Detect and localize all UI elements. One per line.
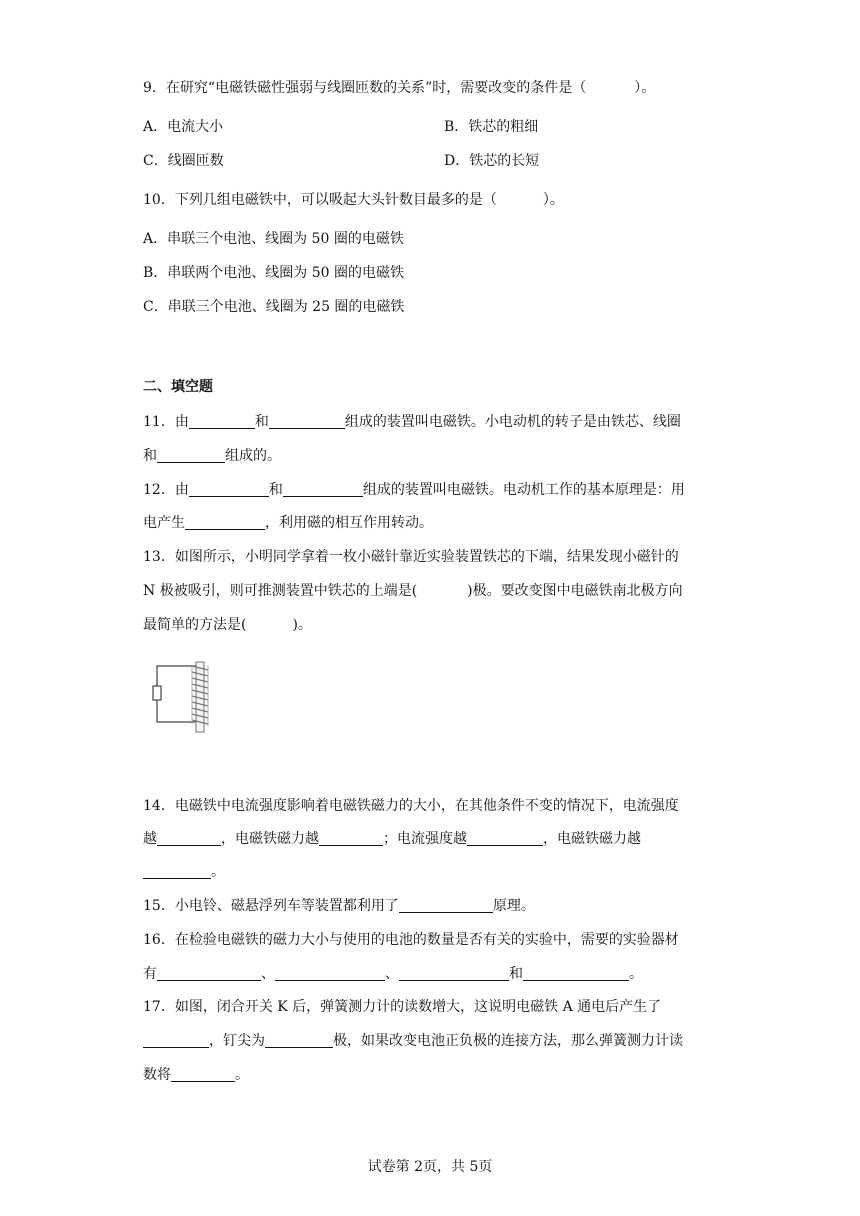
- q13-line1: 13．如图所示，小明同学拿着一枚小磁针靠近实验装置铁芯的下端，结果发现小磁针的: [143, 549, 679, 565]
- q13-line3: 最简单的方法是( )。: [143, 617, 312, 633]
- q16-line1: 16．在检验电磁铁的磁力大小与使用的电池的数量是否有关的实验中，需要的实验器材: [143, 932, 679, 948]
- q12-blank-3[interactable]: [185, 513, 265, 530]
- q12-line1: 12．由 和 组成的装置叫电磁铁。电动机工作的基本原理是：用: [143, 482, 685, 498]
- q10-option-b: B．串联两个电池、线圈为 50 圈的电磁铁: [143, 265, 405, 281]
- q17-line1: 17．如图，闭合开关 K 后，弹簧测力计的读数增大，这说明电磁铁 A 通电后产生了: [143, 999, 662, 1015]
- q14-line1: 14．电磁铁中电流强度影响着电磁铁磁力的大小，在其他条件不变的情况下，电流强度: [143, 798, 679, 814]
- q17-line2: ，钉尖为 极，如果改变电池正负极的连接方法，那么弹簧测力计读: [143, 1031, 683, 1051]
- q9-stem: 9．在研究“电磁铁磁性强弱与线圈匝数的关系”时，需要改变的条件是（ ）。: [143, 80, 656, 96]
- section-title-fill-in: 二、填空题: [143, 379, 213, 395]
- q14-blank-1[interactable]: [157, 829, 221, 846]
- q15-blank-1[interactable]: [399, 896, 493, 913]
- q14-blank-4[interactable]: [143, 862, 211, 879]
- q17-line3: 数将 。: [143, 1067, 249, 1083]
- q12-blank-2[interactable]: [283, 480, 363, 497]
- q10-stem: 10．下列几组电磁铁中，可以吸起大头针数目最多的是（ ）。: [143, 192, 564, 208]
- q16-line2: 有 、 、 和 。: [143, 966, 643, 982]
- battery-icon: [153, 686, 161, 700]
- q14-blank-3[interactable]: [467, 829, 543, 846]
- q13-line2: N 极被吸引，则可推测装置中铁芯的上端是( )极。要改变图中电磁铁南北极方向: [143, 583, 683, 599]
- q16-blank-1[interactable]: [157, 964, 261, 981]
- q9-option-d: D．铁芯的长短: [444, 153, 540, 169]
- q12-line2: 电产生 ，利用磁的相互作用转动。: [143, 515, 433, 531]
- q9-option-b: B．铁芯的粗细: [444, 119, 539, 135]
- q15-line1: 15．小电铃、磁悬浮列车等装置都利用了 原理。: [143, 898, 535, 914]
- q9-option-c: C．线圈匝数: [143, 153, 224, 169]
- electromagnet-circuit-figure: [150, 660, 216, 734]
- q11-blank-1[interactable]: [189, 412, 255, 429]
- q17-blank-2[interactable]: [265, 1031, 333, 1048]
- q11-blank-3[interactable]: [157, 446, 225, 463]
- q17-blank-3[interactable]: [171, 1065, 235, 1082]
- q10-option-c: C．串联三个电池、线圈为 25 圈的电磁铁: [143, 299, 405, 315]
- q12-blank-1[interactable]: [189, 480, 269, 497]
- q14-blank-2[interactable]: [319, 829, 383, 846]
- q16-blank-3[interactable]: [399, 964, 509, 981]
- q14-line3: 。: [143, 862, 225, 882]
- q9-option-a: A．电流大小: [143, 119, 224, 135]
- q11-line2: 和 组成的。: [143, 448, 281, 464]
- q14-line2: 越 ，电磁铁磁力越 ；电流强度越 ，电磁铁磁力越: [143, 831, 641, 847]
- q10-option-a: A．串联三个电池、线圈为 50 圈的电磁铁: [143, 231, 404, 247]
- q11-line1: 11．由 和 组成的装置叫电磁铁。小电动机的转子是由铁芯、线圈: [143, 414, 681, 430]
- q11-blank-2[interactable]: [269, 412, 345, 429]
- q16-blank-4[interactable]: [523, 964, 629, 981]
- page-footer: 试卷第 2页，共 5页: [367, 1159, 493, 1175]
- q16-blank-2[interactable]: [275, 964, 385, 981]
- q17-blank-1[interactable]: [143, 1031, 209, 1048]
